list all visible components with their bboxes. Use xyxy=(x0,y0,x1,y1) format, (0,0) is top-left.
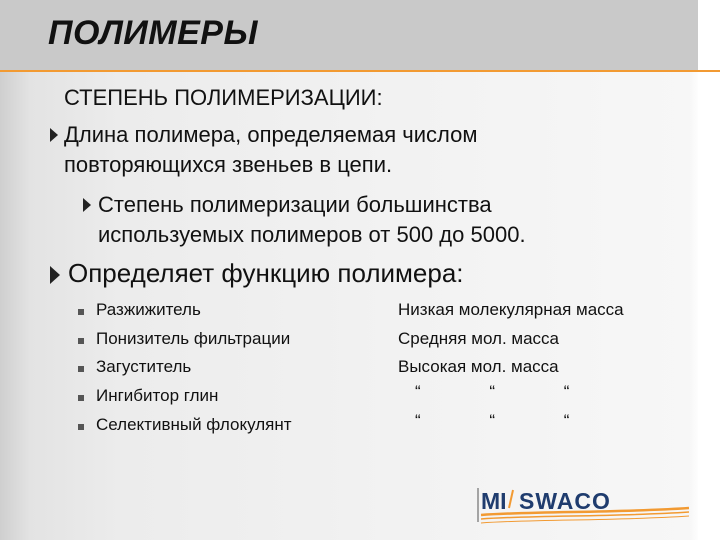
subpoint-line1: Степень полимеризации большинства xyxy=(98,192,492,217)
function-name: Разжижитель xyxy=(96,300,201,319)
subpoint-degree xyxy=(98,190,673,250)
function-value: Низкая молекулярная масса xyxy=(398,300,624,319)
function-name: Ингибитор глин xyxy=(96,386,219,405)
square-bullet-icon xyxy=(78,309,84,315)
function-name: Загуститель xyxy=(96,357,192,376)
arrow-bullet-icon xyxy=(50,128,58,142)
square-bullet-icon xyxy=(78,338,84,344)
square-bullet-icon xyxy=(78,424,84,430)
arrow-bullet-icon xyxy=(50,266,60,284)
function-value: Средняя мол. масса xyxy=(398,329,559,348)
function-value-ditto: “ “ “ xyxy=(415,382,570,401)
right-margin xyxy=(698,0,720,540)
point-function: Определяет функцию полимера: xyxy=(68,258,464,288)
function-value: Высокая мол. масса xyxy=(398,357,559,376)
square-bullet-icon xyxy=(78,395,84,401)
function-value-ditto: “ “ “ xyxy=(415,411,570,430)
function-name: Селективный флокулянт xyxy=(96,415,292,434)
function-name: Понизитель фильтрации xyxy=(96,329,291,348)
subpoint-line2: используемых полимеров от 500 до 5000. xyxy=(98,222,526,247)
orange-divider xyxy=(0,70,720,72)
square-bullet-icon xyxy=(78,366,84,372)
point-length-line1: Длина полимера, определяемая числом xyxy=(64,122,478,147)
svg-text:MI: MI xyxy=(481,488,507,514)
subtitle: СТЕПЕНЬ ПОЛИМЕРИЗАЦИИ: xyxy=(64,85,383,110)
arrow-bullet-icon xyxy=(83,198,91,212)
svg-text:SWACO: SWACO xyxy=(519,488,611,514)
point-length-line2: повторяющихся звеньев в цепи. xyxy=(64,152,393,177)
slide-title: ПОЛИМЕРЫ xyxy=(48,14,258,52)
point-length xyxy=(64,120,673,180)
mi-swaco-logo xyxy=(475,484,695,526)
